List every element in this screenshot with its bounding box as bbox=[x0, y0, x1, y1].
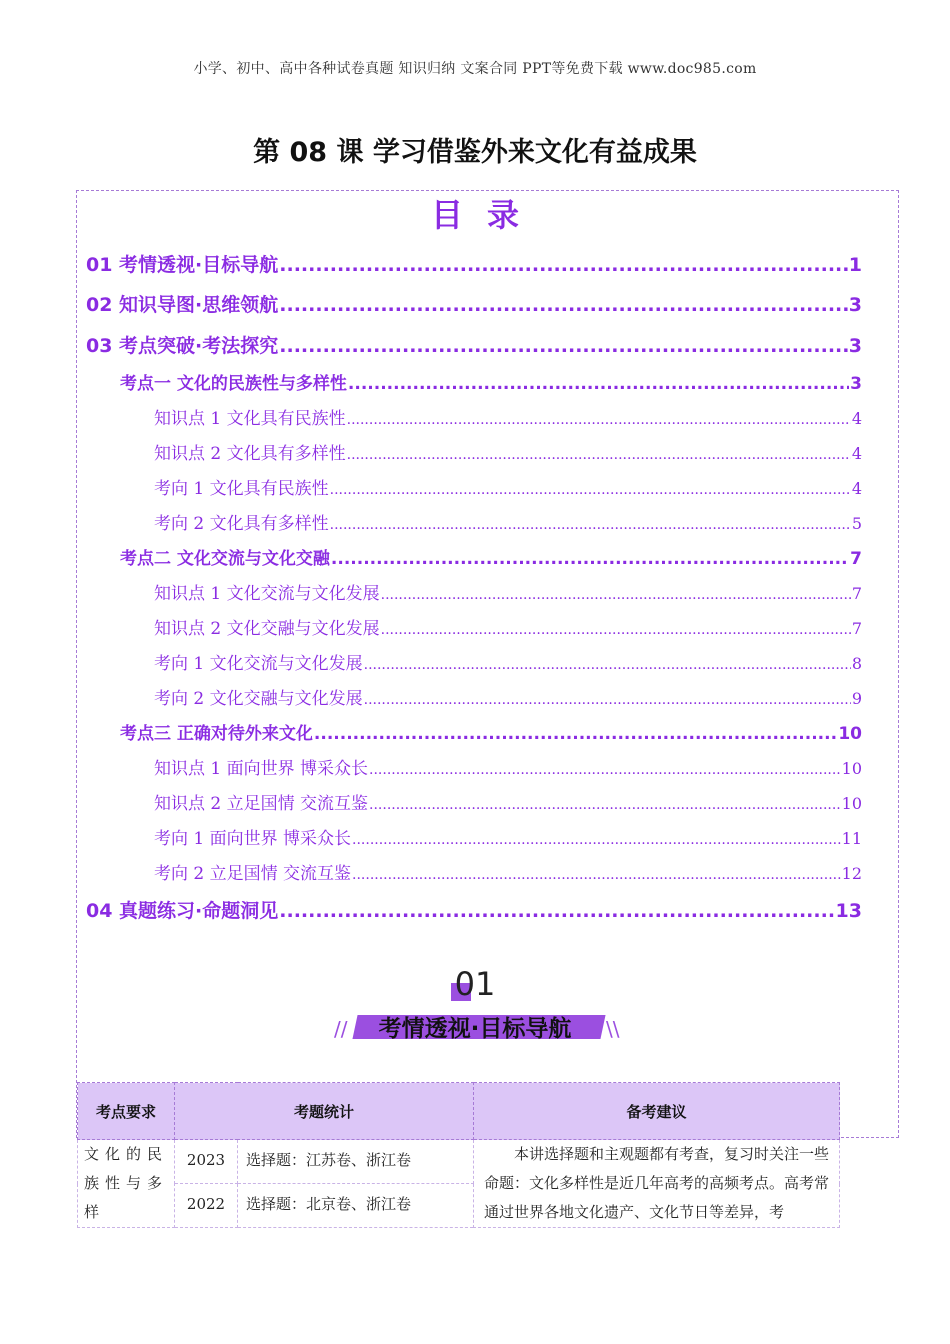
toc-leader bbox=[330, 479, 851, 499]
toc-entry-label: 考向 1 面向世界 博采众长 bbox=[154, 829, 352, 849]
toc-leader bbox=[364, 689, 851, 709]
toc-entry-label: 03 考点突破·考法探究 bbox=[86, 335, 279, 357]
point-cell: 文化的民族性与多样 bbox=[78, 1140, 175, 1228]
toc-leader bbox=[381, 619, 851, 639]
toc-entry-page: 4 bbox=[851, 444, 862, 463]
toc-entry-page: 11 bbox=[841, 829, 862, 848]
toc-entry-label: 考点一 文化的民族性与多样性 bbox=[120, 374, 347, 394]
section-banner bbox=[0, 965, 950, 1045]
toc-entry-page: 10 bbox=[838, 724, 862, 744]
toc-heading: 目录 bbox=[430, 196, 543, 234]
toc-entry[interactable] bbox=[154, 684, 862, 709]
toc-leader bbox=[364, 654, 851, 674]
toc-leader bbox=[381, 584, 851, 604]
toc-entry-label: 知识点 2 立足国情 交流互鉴 bbox=[154, 794, 369, 814]
toc-entry-page: 4 bbox=[851, 479, 862, 498]
toc-entry-page: 3 bbox=[850, 374, 862, 394]
slash-decoration-right: \\ bbox=[606, 1017, 620, 1041]
toc-entry-label: 知识点 1 面向世界 博采众长 bbox=[154, 759, 369, 779]
toc-entry[interactable] bbox=[120, 719, 862, 744]
toc-entry-page: 4 bbox=[851, 409, 862, 428]
year-cell: 2023 bbox=[175, 1140, 238, 1184]
toc-entry-page: 13 bbox=[835, 900, 862, 922]
toc-leader bbox=[369, 794, 841, 814]
toc-leader bbox=[314, 724, 837, 744]
table-header-row bbox=[78, 1083, 840, 1140]
toc-entry[interactable] bbox=[154, 649, 862, 674]
toc-leader bbox=[279, 294, 847, 316]
toc-entry[interactable] bbox=[154, 824, 862, 849]
toc-entry[interactable] bbox=[120, 369, 862, 394]
toc-leader bbox=[279, 335, 847, 357]
toc-entry-page: 7 bbox=[851, 584, 862, 603]
toc-leader bbox=[369, 759, 841, 779]
advice-cell: 本讲选择题和主观题都有考查，复习时关注一些命题：文化多样性是近几年高考的高频考点。高考常通过世界各地文化遗产、文化节日等差异，考 bbox=[474, 1140, 840, 1228]
toc-entry-page: 1 bbox=[848, 254, 862, 276]
toc-leader bbox=[279, 900, 834, 922]
slash-decoration-left: // bbox=[334, 1017, 348, 1041]
toc-leader bbox=[347, 444, 851, 464]
items-cell: 选择题：北京卷、浙江卷 bbox=[238, 1184, 474, 1228]
toc-entry-page: 8 bbox=[851, 654, 862, 673]
toc-entry-label: 考向 2 立足国情 交流互鉴 bbox=[154, 864, 352, 884]
header-stats: 考题统计 bbox=[175, 1083, 474, 1140]
toc-entry-page: 10 bbox=[841, 794, 862, 813]
toc-entry-label: 考向 1 文化具有民族性 bbox=[154, 479, 329, 499]
toc-entry-page: 10 bbox=[841, 759, 862, 778]
toc-entry[interactable] bbox=[154, 859, 862, 884]
toc-entry[interactable] bbox=[86, 896, 862, 923]
toc-entry-page: 3 bbox=[848, 294, 862, 316]
toc-entry[interactable] bbox=[154, 439, 862, 464]
toc-entry-label: 考向 2 文化交融与文化发展 bbox=[154, 689, 363, 709]
toc-entry[interactable] bbox=[86, 250, 862, 277]
toc-entry[interactable] bbox=[154, 614, 862, 639]
toc-entry-page: 3 bbox=[848, 335, 862, 357]
toc-entry-label: 考向 1 文化交流与文化发展 bbox=[154, 654, 363, 674]
toc-entry[interactable] bbox=[154, 474, 862, 499]
toc-entry-page: 12 bbox=[841, 864, 862, 883]
exam-analysis-table bbox=[77, 1082, 840, 1228]
toc-entry-label: 知识点 2 文化具有多样性 bbox=[154, 444, 346, 464]
toc-entry-label: 考点三 正确对待外来文化 bbox=[120, 724, 313, 744]
toc-leader bbox=[279, 254, 847, 276]
toc-leader bbox=[348, 374, 849, 394]
header-advice: 备考建议 bbox=[474, 1083, 840, 1140]
items-cell: 选择题：江苏卷、浙江卷 bbox=[238, 1140, 474, 1184]
toc-entry-label: 知识点 2 文化交融与文化发展 bbox=[154, 619, 380, 639]
toc-entry-page: 7 bbox=[851, 619, 862, 638]
toc-entry-page: 9 bbox=[851, 689, 862, 708]
toc-entry-page: 5 bbox=[851, 514, 862, 533]
site-header: 小学、初中、高中各种试卷真题 知识归纳 文案合同 PPT等免费下载 www.doc985.com bbox=[193, 61, 757, 77]
page-title: 第 08 课 学习借鉴外来文化有益成果 bbox=[253, 137, 697, 168]
toc-entry[interactable] bbox=[86, 331, 862, 358]
toc-entry[interactable] bbox=[154, 404, 862, 429]
year-cell: 2022 bbox=[175, 1184, 238, 1228]
header-point: 考点要求 bbox=[78, 1083, 175, 1140]
toc-entry[interactable] bbox=[154, 754, 862, 779]
toc-entry-label: 04 真题练习·命题洞见 bbox=[86, 900, 279, 922]
toc-entry-label: 01 考情透视·目标导航 bbox=[86, 254, 279, 276]
section-number: 01 bbox=[454, 965, 496, 1003]
toc-entry-label: 知识点 1 文化具有民族性 bbox=[154, 409, 346, 429]
toc-leader bbox=[347, 409, 851, 429]
toc-entry-label: 02 知识导图·思维领航 bbox=[86, 294, 279, 316]
section-title: 考情透视·目标导航 bbox=[378, 1016, 572, 1042]
toc-entry[interactable] bbox=[120, 544, 862, 569]
toc-entry[interactable] bbox=[86, 290, 862, 317]
toc-leader bbox=[330, 514, 851, 534]
toc-leader bbox=[352, 864, 841, 884]
toc-entry-page: 7 bbox=[850, 549, 862, 569]
toc-leader bbox=[331, 549, 849, 569]
toc-entry-label: 考点二 文化交流与文化交融 bbox=[120, 549, 330, 569]
toc-entry[interactable] bbox=[154, 789, 862, 814]
toc-entry-label: 知识点 1 文化交流与文化发展 bbox=[154, 584, 380, 604]
toc-entry[interactable] bbox=[154, 509, 862, 534]
toc-leader bbox=[352, 829, 841, 849]
toc-entry[interactable] bbox=[154, 579, 862, 604]
toc-entry-label: 考向 2 文化具有多样性 bbox=[154, 514, 329, 534]
table-row bbox=[78, 1140, 840, 1184]
